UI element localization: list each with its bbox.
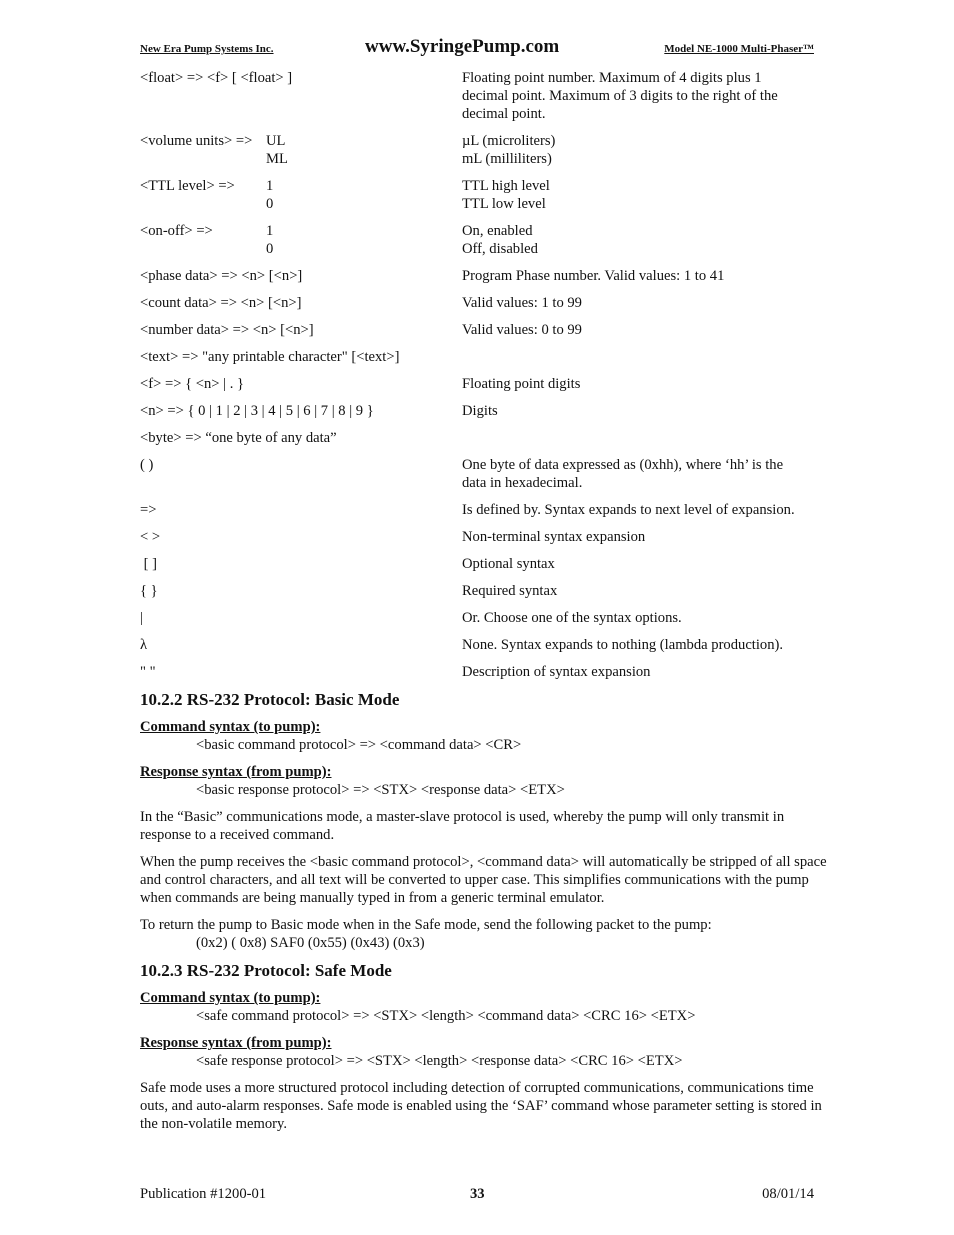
- definition-description: On, enabled: [462, 223, 533, 239]
- definition-value: ML: [266, 151, 288, 167]
- definition-description: decimal point.: [462, 106, 546, 122]
- definition-description: mL (milliliters): [462, 151, 552, 167]
- definition-row: [140, 609, 834, 627]
- definition-term: <byte> => “one byte of any data”: [140, 430, 337, 446]
- definition-description: TTL high level: [462, 178, 550, 194]
- paragraph: When the pump receives the <basic command protocol>, <command data> will automatically be stripped of all space and control characters, and all text will be converted to upper case. This simplifies communications with the pump when commands are being manually typed in from a generic terminal emulator.: [140, 854, 827, 906]
- definition-term: |: [140, 610, 143, 626]
- response-syntax: <basic response protocol> => <STX> <response data> <ETX>: [196, 782, 565, 798]
- definition-term: <count data> => <n> [<n>]: [140, 295, 302, 311]
- definition-description: data in hexadecimal.: [462, 475, 583, 491]
- definition-term: " ": [140, 664, 156, 680]
- definition-row: [140, 429, 834, 447]
- definition-term: <on-off> =>: [140, 223, 213, 239]
- definition-term: < >: [140, 529, 161, 545]
- section-heading: 10.2.3 RS-232 Protocol: Safe Mode: [140, 961, 392, 980]
- definition-term: <text> => "any printable character" [<text>]: [140, 349, 400, 365]
- response-syntax: <safe response protocol> => <STX> <length> <response data> <CRC 16> <ETX>: [196, 1053, 683, 1069]
- definition-row: [140, 582, 834, 600]
- definition-description: Or. Choose one of the syntax options.: [462, 610, 682, 626]
- section-heading: 10.2.2 RS-232 Protocol: Basic Mode: [140, 690, 400, 709]
- response-syntax-label: Response syntax (from pump):: [140, 764, 332, 780]
- definition-term: [140, 195, 266, 213]
- definition-row: [140, 402, 834, 420]
- definition-row: [140, 636, 834, 654]
- definition-row: [140, 132, 834, 168]
- definition-value: 1: [266, 223, 274, 239]
- definition-description: Floating point number. Maximum of 4 digits plus 1: [462, 70, 762, 86]
- definition-description: Valid values: 1 to 99: [462, 295, 582, 311]
- definition-row: [140, 177, 834, 213]
- command-syntax: <basic command protocol> => <command data> <CR>: [196, 737, 522, 753]
- definition-value: 1: [266, 178, 274, 194]
- definition-term: <f> => { <n> | . }: [140, 376, 245, 392]
- definition-term: <phase data> => <n> [<n>]: [140, 268, 303, 284]
- publication-date: 08/01/14: [762, 1186, 814, 1202]
- definition-row: [140, 294, 834, 312]
- definition-value: UL: [266, 133, 286, 149]
- definition-term: =>: [140, 502, 157, 518]
- definition-row: [140, 267, 834, 285]
- definition-description: None. Syntax expands to nothing (lambda production).: [462, 637, 784, 653]
- definition-row: [140, 663, 834, 681]
- publication-number: Publication #1200-01: [140, 1186, 267, 1202]
- definition-description: Description of syntax expansion: [462, 664, 651, 680]
- definition-row: [140, 69, 834, 123]
- definition-description: Off, disabled: [462, 241, 538, 257]
- definition-description: TTL low level: [462, 196, 546, 212]
- definition-term: <volume units> =>: [140, 133, 253, 149]
- definitions-table: [140, 69, 834, 681]
- definition-row: [140, 456, 834, 492]
- definition-row: [140, 321, 834, 339]
- definition-description: Digits: [462, 403, 498, 419]
- definition-value: 0: [266, 241, 274, 257]
- definition-term: <number data> => <n> [<n>]: [140, 322, 314, 338]
- definition-term: ( ): [140, 457, 154, 473]
- definition-description: One byte of data expressed as (0xhh), where ‘hh’ is the: [462, 457, 784, 473]
- definition-term: <TTL level> =>: [140, 178, 235, 194]
- section-basic-mode: [140, 690, 834, 952]
- website-title: www.SyringePump.com: [365, 36, 560, 57]
- paragraph: To return the pump to Basic mode when in the Safe mode, send the following packet to the pump:: [140, 917, 712, 933]
- definition-description: Floating point digits: [462, 376, 581, 392]
- definition-description: Non-terminal syntax expansion: [462, 529, 646, 545]
- definition-row: [140, 348, 834, 366]
- definition-value: 0: [266, 196, 274, 212]
- command-syntax-label: Command syntax (to pump):: [140, 719, 321, 735]
- definition-term: [140, 150, 266, 168]
- definition-row: [140, 375, 834, 393]
- command-syntax: <safe command protocol> => <STX> <length> <command data> <CRC 16> <ETX>: [196, 1008, 696, 1024]
- definition-row: [140, 528, 834, 546]
- definition-row: [140, 555, 834, 573]
- section-safe-mode: [140, 961, 834, 1133]
- model-name: Model NE-1000 Multi-Phaser™: [664, 43, 814, 55]
- command-syntax-label: Command syntax (to pump):: [140, 990, 321, 1006]
- definition-description: Valid values: 0 to 99: [462, 322, 582, 338]
- definition-description: µL (microliters): [462, 133, 556, 149]
- page-number: 33: [470, 1186, 485, 1202]
- company-name: New Era Pump Systems Inc.: [140, 43, 274, 55]
- paragraph: Safe mode uses a more structured protocol including detection of corrupted communications, communications time outs, and auto-alarm responses. Safe mode is enabled using the ‘SAF’ command whose parameter setting is stored in the non-volatile memory.: [140, 1080, 822, 1132]
- definition-description: Optional syntax: [462, 556, 555, 572]
- definition-row: [140, 222, 834, 258]
- paragraph: In the “Basic” communications mode, a master-slave protocol is used, whereby the pump will only transmit in response to a received command.: [140, 809, 785, 843]
- definition-term: <float> => <f> [ <float> ]: [140, 70, 293, 86]
- definition-term: { }: [140, 583, 158, 599]
- definition-term: [140, 240, 266, 258]
- page-header: [140, 36, 814, 60]
- definition-term: [ ]: [140, 556, 158, 572]
- definition-term: λ: [140, 637, 148, 653]
- page-body: [140, 69, 834, 1142]
- packet-example: (0x2) ( 0x8) SAF0 (0x55) (0x43) (0x3): [196, 935, 425, 951]
- definition-description: Required syntax: [462, 583, 558, 599]
- definition-description: decimal point. Maximum of 3 digits to the right of the: [462, 88, 778, 104]
- definition-description: Is defined by. Syntax expands to next level of expansion.: [462, 502, 795, 518]
- definition-row: [140, 501, 834, 519]
- definition-description: Program Phase number. Valid values: 1 to 41: [462, 268, 725, 284]
- definition-term: <n> => { 0 | 1 | 2 | 3 | 4 | 5 | 6 | 7 | 8 | 9 }: [140, 403, 374, 419]
- response-syntax-label: Response syntax (from pump):: [140, 1035, 332, 1051]
